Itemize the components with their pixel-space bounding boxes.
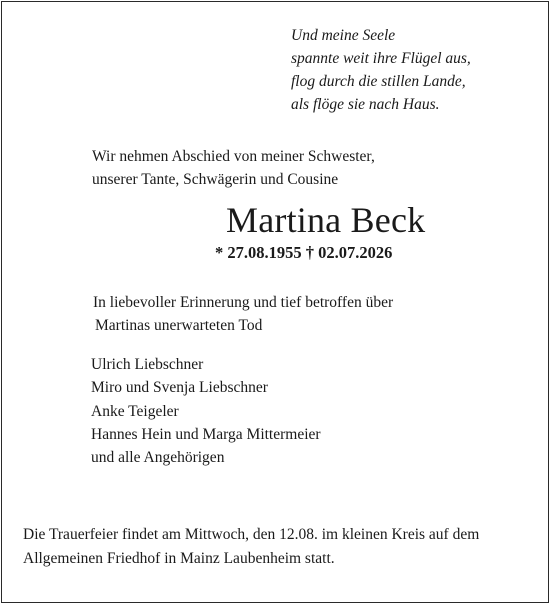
poem-line: als flöge sie nach Haus. [291, 96, 440, 113]
service-line: Allgemeinen Friedhof in Mainz Laubenheim statt. [23, 550, 335, 567]
poem-line: flog durch die stillen Lande, [291, 73, 466, 90]
obituary-notice [1, 1, 549, 603]
intro-line: Wir nehmen Abschied von meiner Schwester, [92, 148, 375, 165]
intro-line: unserer Tante, Schwägerin und Cousine [92, 171, 339, 188]
service-line: Die Trauerfeier findet am Mittwoch, den 12.08. im kleinen Kreis auf dem [23, 526, 480, 543]
mourner-name: Ulrich Liebschner [91, 356, 204, 373]
farewell-intro [92, 145, 375, 191]
life-dates: * 27.08.1955 † 02.07.2026 [215, 243, 393, 262]
poem-line: spannte weit ihre Flügel aus, [291, 50, 471, 67]
poem-verse [291, 24, 471, 116]
memory-line: In liebevoller Erinnerung und tief betroffen über [93, 294, 394, 311]
deceased-name: Martina Beck [226, 200, 426, 240]
poem-line: Und meine Seele [291, 27, 396, 44]
memory-line: Martinas unerwarteten Tod [95, 317, 263, 334]
memory-text [93, 291, 393, 337]
mourner-name: Miro und Svenja Liebschner [91, 379, 268, 397]
mourner-name: Anke Teigeler [91, 402, 179, 420]
mourner-name: Hannes Hein und Marga Mittermeier [91, 425, 321, 443]
mourner-name: und alle Angehörigen [91, 449, 225, 467]
funeral-service-info [23, 523, 479, 571]
mourners-list [91, 353, 321, 469]
